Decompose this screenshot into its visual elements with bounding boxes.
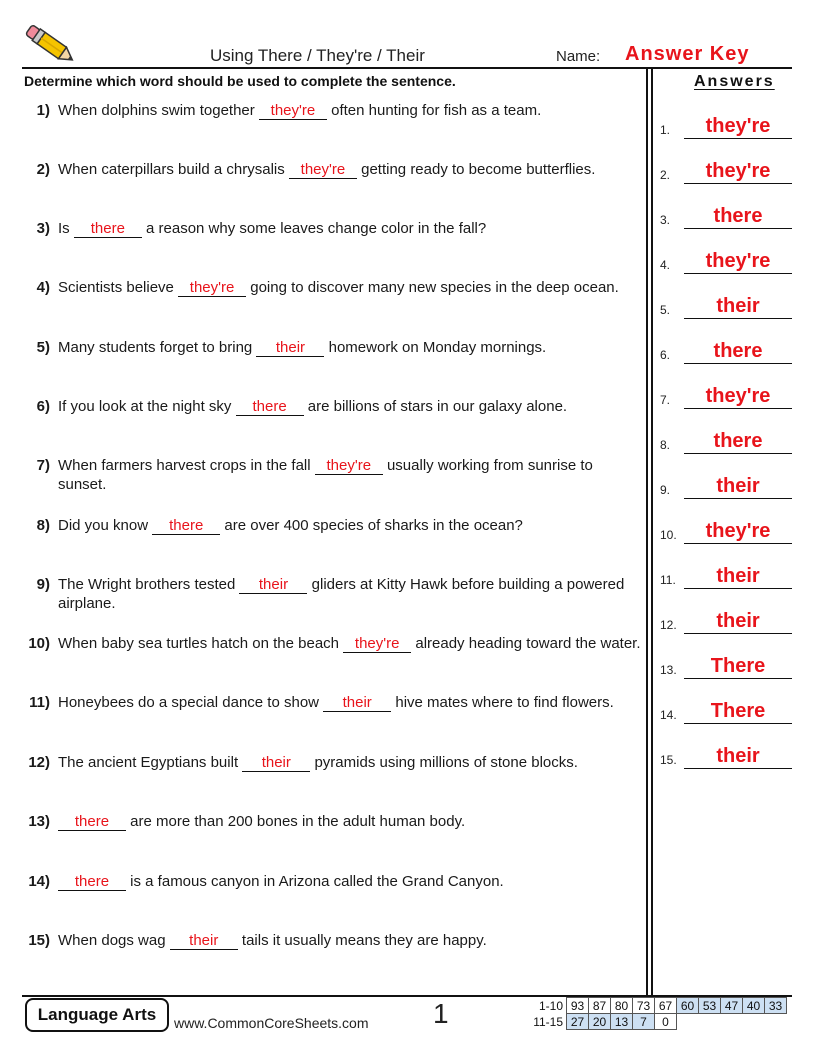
score-cell-empty: [765, 1014, 787, 1030]
answer-key-label: Answer Key: [625, 43, 750, 65]
question-text-after: are over 400 species of sharks in the ocean?: [224, 517, 523, 534]
answer-blank[interactable]: there: [152, 517, 220, 535]
answer-blank[interactable]: their: [170, 932, 238, 950]
score-row-label: 1-10: [538, 998, 563, 1013]
answer-value: there: [684, 429, 792, 454]
answer-number: 4.: [660, 258, 671, 272]
answer-number: 13.: [660, 663, 677, 677]
question-8: [24, 516, 642, 535]
answer-number: 14.: [660, 708, 677, 722]
answer-blank[interactable]: there: [58, 873, 126, 891]
score-cell: 20: [589, 1014, 611, 1030]
question-text-before: Honeybees do a special dance to show: [58, 694, 320, 711]
question-text-before: Many students forget to bring: [58, 339, 253, 356]
website-url: www.CommonCoreSheets.com: [174, 1015, 369, 1031]
question-5: [24, 338, 642, 357]
answer-number: 2.: [660, 168, 671, 182]
score-cell-empty: [699, 1014, 721, 1030]
score-row: [527, 998, 787, 1014]
score-cell: 53: [699, 998, 721, 1014]
answer-value: they're: [684, 519, 792, 544]
answer-row: [660, 379, 792, 409]
score-row-label: 11-15: [533, 1014, 563, 1029]
question-text-before: When baby sea turtles hatch on the beach: [58, 635, 340, 652]
question-text-before: The Wright brothers tested: [58, 576, 236, 593]
question-11: [24, 693, 642, 712]
question-9: [24, 575, 642, 613]
question-text-after: pyramids using millions of stone blocks.: [314, 754, 578, 771]
answer-blank[interactable]: they're: [343, 635, 411, 653]
answer-row: [660, 199, 792, 229]
question-text-after: getting ready to become butterflies.: [361, 161, 596, 178]
question-number: 6): [36, 398, 50, 415]
score-cell: 80: [611, 998, 633, 1014]
answer-value: their: [684, 564, 792, 589]
question-number: 12): [28, 754, 50, 771]
question-text-after: a reason why some leaves change color in the fall?: [146, 220, 487, 237]
question-text-after: tails it usually means they are happy.: [241, 932, 487, 949]
question-number: 2): [36, 161, 50, 178]
score-cell: 13: [611, 1014, 633, 1030]
question-text-after: is a famous canyon in Arizona called the Grand Canyon.: [130, 873, 504, 890]
answer-row: [660, 244, 792, 274]
question-text-after: are billions of stars in our galaxy alone.: [307, 398, 568, 415]
score-cell: 60: [677, 998, 699, 1014]
answer-value: There: [684, 654, 792, 679]
score-row: [527, 1014, 787, 1030]
question-3: [24, 219, 642, 238]
answer-number: 8.: [660, 438, 671, 452]
answer-number: 12.: [660, 618, 677, 632]
question-text-before: When dolphins swim together: [58, 102, 255, 119]
question-text-before: When dogs wag: [58, 932, 166, 949]
question-7: [24, 456, 642, 494]
question-text-before: Is: [58, 220, 70, 237]
answer-number: 9.: [660, 483, 671, 497]
answer-blank[interactable]: they're: [289, 161, 357, 179]
question-number: 14): [28, 873, 50, 890]
answer-value: There: [684, 699, 792, 724]
answer-value: they're: [684, 114, 792, 139]
score-cell-empty: [743, 1014, 765, 1030]
answer-blank[interactable]: their: [239, 576, 307, 594]
question-number: 3): [36, 220, 50, 237]
answer-number: 3.: [660, 213, 671, 227]
answer-blank[interactable]: they're: [178, 279, 246, 297]
score-cell-empty: [721, 1014, 743, 1030]
question-number: 4): [36, 279, 50, 296]
answer-value: their: [684, 744, 792, 769]
question-10: [24, 634, 642, 653]
question-4: [24, 278, 642, 297]
question-text-after: are more than 200 bones in the adult human body.: [130, 813, 466, 830]
subject-badge: Language Arts: [25, 998, 169, 1032]
answer-number: 7.: [660, 393, 671, 407]
question-text-before: When farmers harvest crops in the fall: [58, 457, 311, 474]
score-cell: 27: [567, 1014, 589, 1030]
answer-value: they're: [684, 159, 792, 184]
column-divider: [646, 69, 648, 995]
page-number: 1: [433, 998, 449, 1029]
question-number: 7): [36, 457, 50, 474]
answer-number: 15.: [660, 753, 677, 767]
answer-blank[interactable]: there: [74, 220, 142, 238]
question-text-before: If you look at the night sky: [58, 398, 232, 415]
question-text-before: Scientists believe: [58, 279, 174, 296]
score-cell: 0: [655, 1014, 677, 1030]
answer-blank[interactable]: their: [256, 339, 324, 357]
score-cell: 7: [633, 1014, 655, 1030]
pencil-icon: [22, 22, 80, 68]
answer-row: [660, 514, 792, 544]
answer-value: they're: [684, 249, 792, 274]
answer-blank[interactable]: there: [58, 813, 126, 831]
answer-row: [660, 739, 792, 769]
answer-row: [660, 694, 792, 724]
question-15: [24, 931, 642, 950]
answer-blank[interactable]: there: [236, 398, 304, 416]
answer-number: 11.: [660, 573, 676, 587]
worksheet-title: Using There / They're / Their: [210, 46, 425, 65]
score-table: [527, 997, 787, 1030]
score-cell: 87: [589, 998, 611, 1014]
answer-row: [660, 424, 792, 454]
question-14: [24, 872, 642, 891]
answer-value: their: [684, 474, 792, 499]
answer-row: [660, 604, 792, 634]
score-cell: 67: [655, 998, 677, 1014]
question-6: [24, 397, 642, 416]
question-number: 13): [28, 813, 50, 830]
question-text-after: homework on Monday mornings.: [328, 339, 547, 356]
question-text-before: The ancient Egyptians built: [58, 754, 239, 771]
header-divider: [22, 67, 792, 69]
answer-number: 1.: [660, 123, 671, 137]
answer-number: 5.: [660, 303, 671, 317]
answer-number: 6.: [660, 348, 671, 362]
question-number: 11): [29, 694, 50, 711]
score-cell: 73: [633, 998, 655, 1014]
answer-value: there: [684, 204, 792, 229]
answer-value: they're: [684, 384, 792, 409]
answer-number: 10.: [660, 528, 677, 542]
question-number: 9): [36, 576, 50, 593]
question-text-after: usually working from sunrise to sunset.: [58, 457, 593, 493]
answer-row: [660, 289, 792, 319]
answer-blank[interactable]: they're: [259, 102, 327, 120]
answer-row: [660, 649, 792, 679]
question-1: [24, 101, 642, 120]
score-cell: 33: [765, 998, 787, 1014]
question-text-before: Did you know: [58, 517, 149, 534]
question-number: 10): [28, 635, 50, 652]
score-cell: 40: [743, 998, 765, 1014]
answer-blank[interactable]: they're: [315, 457, 383, 475]
question-text-after: hive mates where to find flowers.: [395, 694, 614, 711]
question-2: [24, 160, 642, 179]
question-number: 1): [36, 102, 50, 119]
answer-row: [660, 469, 792, 499]
answer-row: [660, 109, 792, 139]
score-cell-empty: [677, 1014, 699, 1030]
question-text-after: already heading toward the water.: [415, 635, 641, 652]
question-number: 15): [28, 932, 50, 949]
name-label: Name:: [556, 48, 601, 65]
answer-value: their: [684, 294, 792, 319]
answer-value: there: [684, 339, 792, 364]
question-number: 5): [36, 339, 50, 356]
answers-heading: Answers: [694, 73, 775, 90]
column-divider: [651, 69, 653, 995]
answer-value: their: [684, 609, 792, 634]
score-cell: 93: [567, 998, 589, 1014]
instructions: Determine which word should be used to complete the sentence.: [24, 73, 456, 89]
question-text-before: When caterpillars build a chrysalis: [58, 161, 285, 178]
answer-blank[interactable]: their: [242, 754, 310, 772]
answer-row: [660, 559, 792, 589]
score-cell: 47: [721, 998, 743, 1014]
answer-blank[interactable]: their: [323, 694, 391, 712]
answer-row: [660, 334, 792, 364]
question-text-after: going to discover many new species in the deep ocean.: [250, 279, 619, 296]
answer-row: [660, 154, 792, 184]
question-13: [24, 812, 642, 831]
question-12: [24, 753, 642, 772]
question-text-after: gliders at Kitty Hawk before building a powered airplane.: [58, 576, 625, 612]
question-text-after: often hunting for fish as a team.: [331, 102, 542, 119]
question-number: 8): [36, 517, 50, 534]
